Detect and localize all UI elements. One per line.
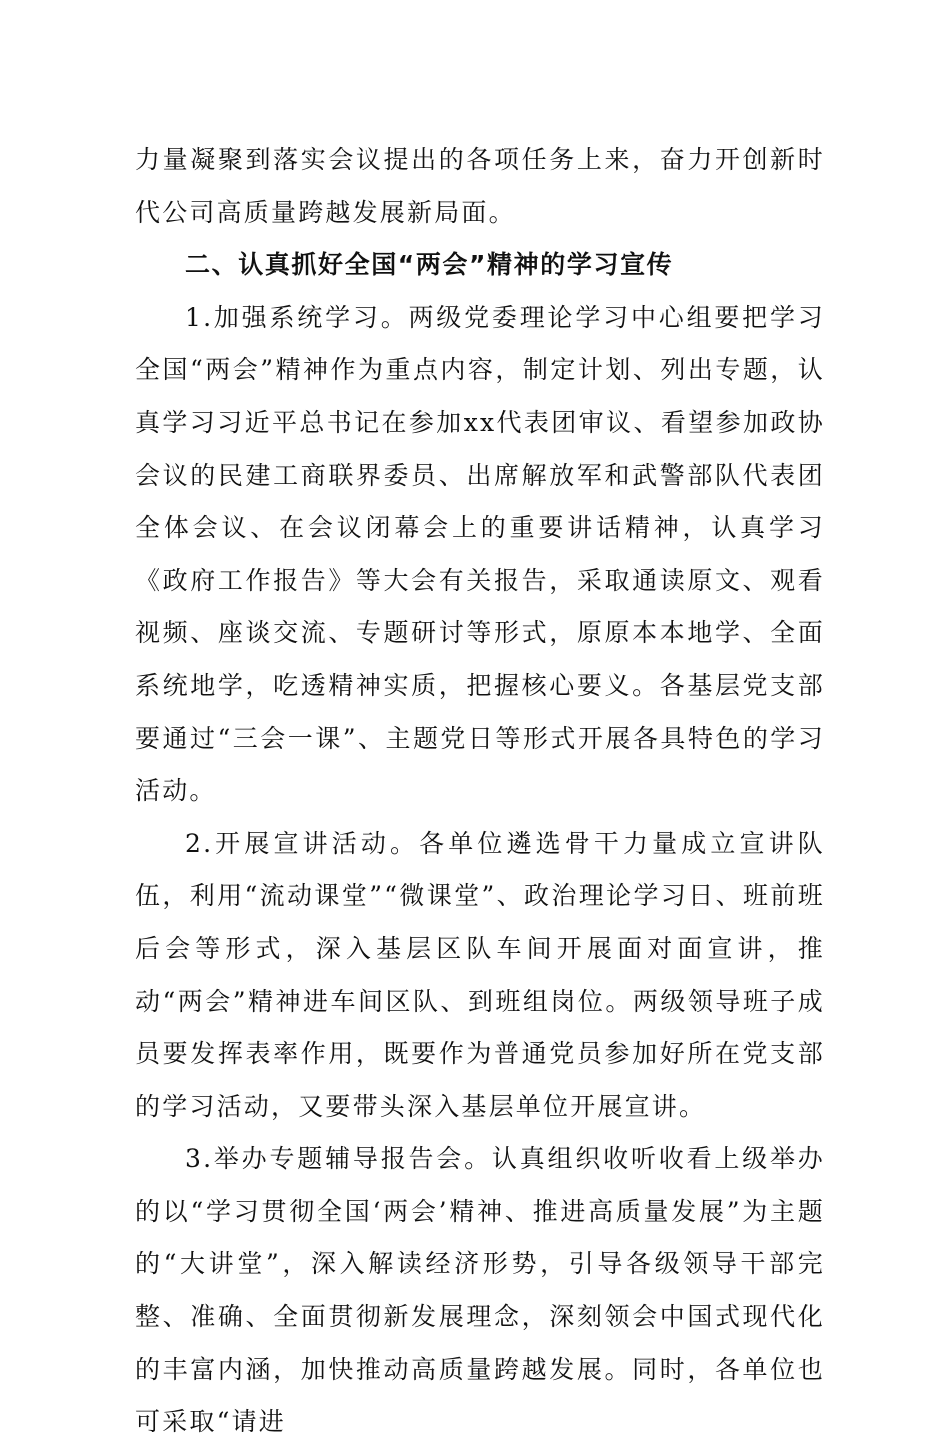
paragraph-report-meeting: 3.举办专题辅导报告会。认真组织收听收看上级举办的以“学习贯彻全国‘两会’精神、推进高质量发展”为主题的“大讲堂”，深入解读经济形势，引导各级领导干部完整、准确、全面贯彻新发展理念，深刻领会中国式现代化的丰富内涵，加快推动高质量跨越发展。同时，各单位也可采取“请进 [135, 1144, 825, 1437]
section-heading: 二、认真抓好全国“两会”精神的学习宣传 [185, 250, 674, 280]
paragraph-study: 1.加强系统学习。两级党委理论学习中心组要把学习全国“两会”精神作为重点内容，制定计划、列出专题，认真学习习近平总书记在参加xx代表团审议、看望参加政协会议的民建工商联界委员、出席解放军和武警部队代表团全体会议、在会议闭幕会上的重要讲话精神，认真学习《政府工作报告》等大会有关报告，采取通读原文、观看视频、座谈交流、专题研讨等形式，原原本本地学、全面系统地学，吃透精神实质，把握核心要义。各基层党支部要通过“三会一课”、主题党日等形式开展各具特色的学习活动。 [135, 302, 825, 806]
continuation-paragraph: 力量凝聚到落实会议提出的各项任务上来，奋力开创新时代公司高质量跨越发展新局面。 [135, 145, 825, 227]
paragraph-lecture: 2.开展宣讲活动。各单位遴选骨干力量成立宣讲队伍，利用“流动课堂”“微课堂”、政治理论学习日、班前班后会等形式，深入基层区队车间开展面对面宣讲，推动“两会”精神进车间区队、到班组岗位。两级领导班子成员要发挥表率作用，既要作为普通党员参加好所在党支部的学习活动，又要带头深入基层单位开展宣讲。 [135, 828, 825, 1121]
document-body [135, 134, 825, 1449]
